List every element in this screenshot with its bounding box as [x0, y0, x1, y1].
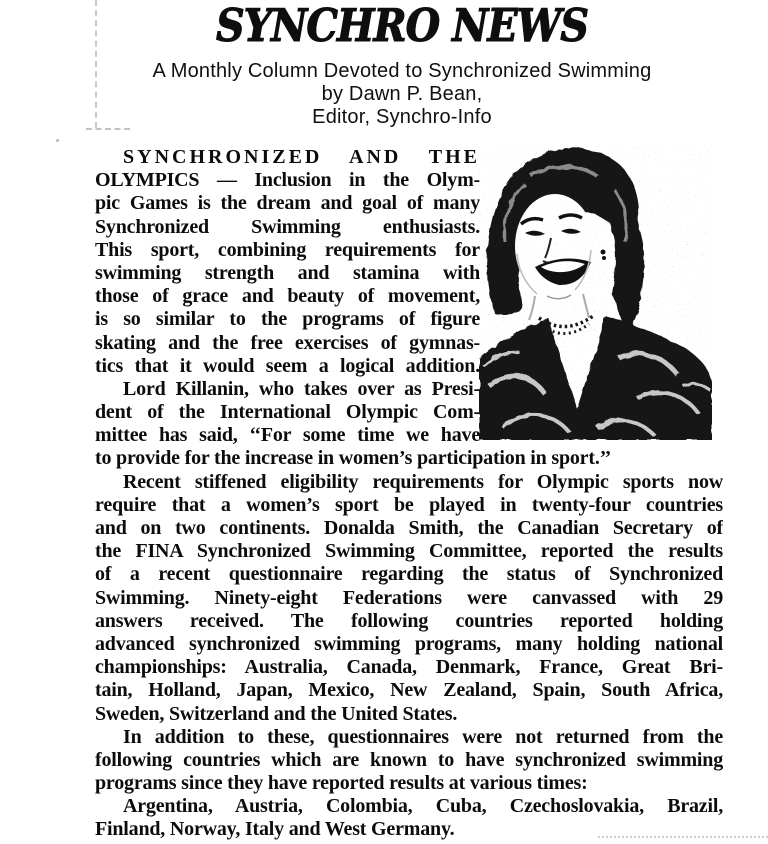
text-line: following countries which are known to have synchronized swimming — [95, 748, 723, 771]
scan-artifact-dot — [56, 139, 59, 142]
editor-line: Editor, Synchro-Info — [312, 106, 492, 128]
text-line: is so similar to the programs of figure — [95, 308, 480, 331]
text-line: Finland, Norway, Italy and West Germany. — [95, 818, 455, 841]
text-line: programs since they have reported results at various times: — [95, 772, 588, 795]
subtitle-line: A Monthly Column Devoted to Synchronized Swimming — [152, 60, 652, 82]
text-line: tics that it would seem a logical addition. — [95, 354, 480, 377]
text-line: Swimming. Ninety-eight Federations were canvassed with 29 — [95, 586, 723, 609]
text-line: swimming strength and stamina with — [95, 261, 480, 284]
text-line: mittee has said, ‘‘For some time we have — [95, 424, 480, 447]
text-line: pic Games is the dream and goal of many — [95, 192, 480, 215]
byline: by Dawn P. Bean, — [321, 83, 483, 105]
text-line: to provide for the increase in women’s participation in sport.’’ — [95, 447, 612, 470]
text-line: those of grace and beauty of movement, — [95, 285, 480, 308]
text-line: tain, Holland, Japan, Mexico, New Zealand, Spain, South Africa, — [95, 679, 723, 702]
text-line: SYNCHRONIZED AND THE — [123, 146, 480, 168]
article-body — [95, 146, 723, 842]
text-line: Lord Killanin, who takes over as Presi- — [123, 377, 480, 400]
article-column-text — [95, 146, 480, 447]
text-line: advanced synchronized swimming programs, many holding national — [95, 632, 723, 655]
text-line: and on two continents. Donalda Smith, the Canadian Secretary of — [95, 517, 723, 539]
text-line: championships: Australia, Canada, Denmark, France, Great Bri- — [95, 656, 723, 679]
masthead — [18, 2, 768, 129]
text-line: In addition to these, questionnaires were not returned from the — [123, 725, 723, 748]
text-line: Recent stiffened eligibility requirements for Olympic sports now — [123, 470, 723, 493]
text-line: dent of the International Olympic Com- — [95, 401, 480, 424]
masthead-subtitle — [18, 60, 768, 129]
article-full-width-text — [95, 447, 723, 841]
text-line: of a recent questionnaire regarding the status of Synchronized — [95, 563, 723, 586]
text-line: skating and the free exercises of gymnas- — [95, 331, 480, 354]
column-title: SYNCHRO NEWS — [215, 0, 589, 52]
text-line: Synchronized Swimming enthusiasts. — [95, 215, 480, 238]
text-line: require that a women’s sport be played in twenty-four countries — [95, 493, 723, 516]
text-line: OLYMPICS — Inclusion in the Olym- — [95, 169, 480, 192]
text-line: This sport, combining requirements for — [95, 238, 480, 261]
text-line: Sweden, Switzerland and the United States. — [95, 702, 458, 725]
text-line: the FINA Synchronized Swimming Committee, reported the results — [95, 540, 723, 563]
text-line: Argentina, Austria, Colombia, Cuba, Czechoslovakia, Brazil, — [123, 795, 723, 818]
text-line: answers received. The following countries reported holding — [95, 609, 723, 632]
